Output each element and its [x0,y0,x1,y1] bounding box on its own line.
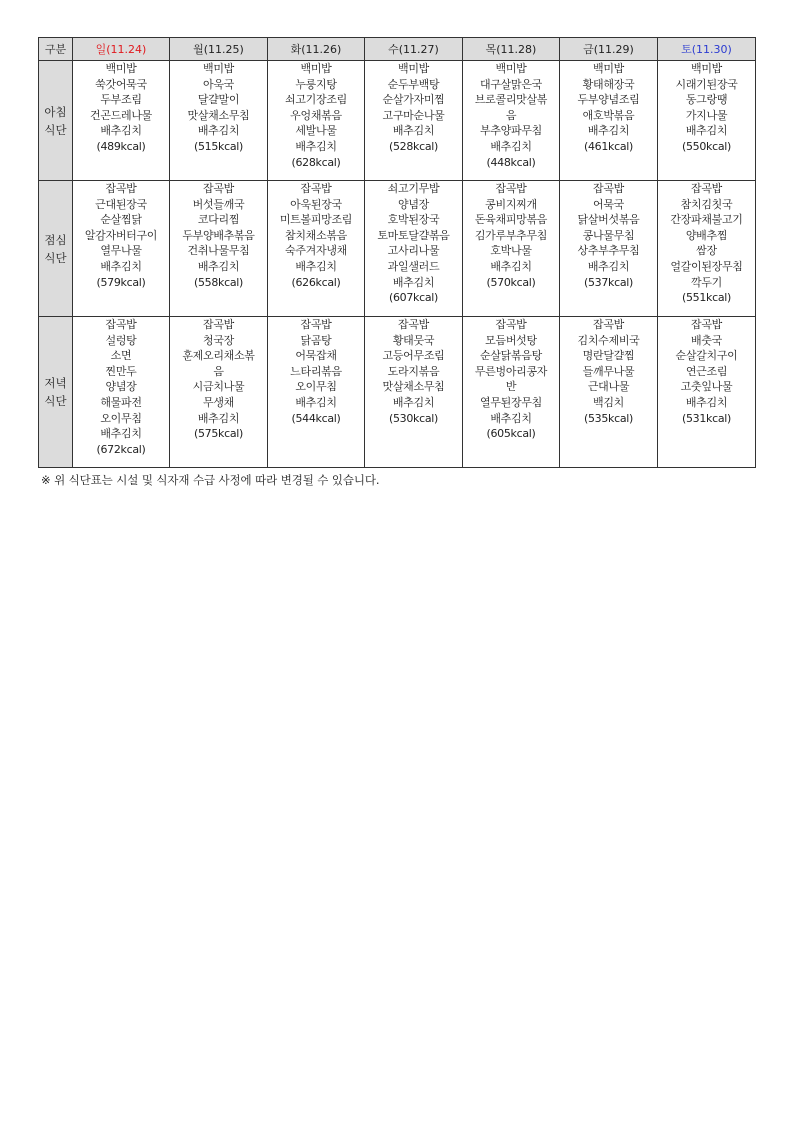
menu-item: 해물파전 [100,395,142,409]
calorie-text: (575kcal) [193,427,244,441]
menu-cell [658,61,756,181]
menu-item: 쇠고기무밥 [387,182,440,195]
calorie-text: (605kcal) [486,427,536,441]
menu-item: 황태해장국 [582,77,635,91]
menu-item: 열무나물 [100,244,142,258]
menu-body [39,61,756,468]
menu-item: 근대된장국 [95,197,147,211]
menu-item: 쇠고기장조림 [285,93,347,107]
menu-item: 김가루부추무침 [474,228,548,242]
menu-item: 명란달걀찜 [582,349,635,363]
menu-item: 부추양파무침 [480,124,542,138]
menu-item: 쑥갓어묵국 [95,77,147,91]
menu-item: 고등어무조림 [382,349,445,363]
meal-row-dinner [39,317,756,468]
meal-row-breakfast [39,61,756,181]
menu-item: 배추김치 [587,259,630,273]
menu-item: 순살갈치구이 [675,349,738,363]
menu-item: 콩비지찌개 [485,197,537,211]
menu-cell [268,317,365,468]
menu-cell [268,61,365,181]
menu-item: 백미밥 [691,62,722,75]
menu-item: 알감자버터구이 [84,228,158,242]
menu-item: 백미밥 [398,62,429,75]
menu-item: 배추김치 [490,139,532,153]
calorie-text: (550kcal) [681,139,732,153]
menu-item: 잡곡밥 [300,182,332,195]
menu-item: 맛살채소무침 [382,380,445,394]
weekly-menu-table [38,37,756,468]
menu-item: 잡곡밥 [398,318,429,331]
menu-item: 잡곡밥 [105,182,137,195]
menu-item: 토마토달걀볶음 [377,228,450,242]
meal-label-line: 식단 [44,122,67,137]
menu-item: 배추김치 [197,411,240,425]
calorie-text: (531kcal) [681,411,732,425]
menu-item: 순두부백탕 [387,77,440,91]
menu-item: 어묵잡채 [295,349,337,363]
menu-item: 깍두기 [691,275,722,289]
calorie-text: (570kcal) [486,275,536,289]
menu-item: 배추김치 [295,395,337,409]
day-header: 토(11.30) [658,38,756,61]
meal-label-line: 식단 [44,394,67,408]
menu-item: 순살찜닭 [100,213,142,227]
menu-item: 잡곡밥 [203,318,234,331]
calorie-text: (628kcal) [291,155,341,169]
menu-cell [73,181,170,317]
menu-item: 닭살버섯볶음 [577,213,640,227]
menu-item: 맛살채소무침 [187,108,250,122]
menu-item: 잡곡밥 [495,318,527,331]
menu-item: 배추김치 [100,427,142,441]
day-header: 일(11.24) [73,38,170,61]
menu-item: 잡곡밥 [203,182,234,195]
menu-cell [463,181,560,317]
menu-item: 브로콜리맛살볶 [474,93,548,107]
menu-item: 시금치나물 [192,380,245,394]
menu-item: 열무된장무침 [480,395,542,409]
menu-item: 고사리나물 [387,244,440,258]
menu-item: 배추김치 [295,259,337,273]
menu-item: 배추김치 [587,124,630,138]
menu-item: 배춧국 [691,333,722,347]
menu-cell [170,181,268,317]
day-header: 월(11.25) [170,38,268,61]
menu-item: 음 [505,108,517,122]
menu-item: 양념장 [398,197,429,211]
calorie-text: (461kcal) [583,139,634,153]
menu-item: 양배추찜 [685,228,728,242]
calorie-text: (489kcal) [96,139,146,153]
menu-item: 잡곡밥 [593,318,624,331]
menu-item: 아욱국 [203,77,234,91]
menu-item: 순살가자미찜 [382,93,445,107]
menu-item: 우엉채볶음 [290,108,342,122]
menu-item: 미트볼피망조림 [279,213,353,227]
menu-cell [170,61,268,181]
menu-item: 배추김치 [295,139,337,153]
menu-item: 배추김치 [392,395,435,409]
menu-item: 어묵국 [593,197,624,211]
menu-item: 백미밥 [593,62,624,75]
menu-item: 참치채소볶음 [285,228,347,242]
menu-item: 배추김치 [490,259,532,273]
menu-item: 배추김치 [685,124,728,138]
menu-cell [560,317,658,468]
menu-cell [268,181,365,317]
menu-item: 모듬버섯탕 [485,333,537,347]
menu-item: 설렁탕 [105,333,137,347]
menu-item: 아욱된장국 [290,197,342,211]
menu-item: 백미밥 [203,62,234,75]
menu-item: 황태뭇국 [392,333,435,347]
menu-item: 버섯들깨국 [192,197,245,211]
menu-item: 두부조림 [100,93,142,107]
menu-item: 코다리찜 [197,213,240,227]
menu-item: 호박나물 [490,244,532,258]
footnote: ※ 위 식단표는 시설 및 식자재 수급 사정에 따라 변경될 수 있습니다. [41,473,380,487]
calorie-text: (551kcal) [681,291,732,305]
menu-item: 순살닭볶음탕 [480,349,542,363]
menu-item: 백미밥 [495,62,527,75]
calorie-text: (626kcal) [291,275,341,289]
menu-item: 배추김치 [685,395,728,409]
calorie-text: (530kcal) [388,411,439,425]
menu-item: 느타리볶음 [290,364,342,378]
header-row [39,38,756,61]
menu-item: 얼갈이된장무침 [670,259,743,273]
menu-item: 달걀말이 [197,93,240,107]
menu-cell [170,317,268,468]
menu-cell [365,181,463,317]
meal-row-lunch [39,181,756,317]
menu-item: 반 [505,380,517,394]
menu-cell [463,61,560,181]
menu-cell [463,317,560,468]
menu-item: 훈제오리채소볶 [182,349,255,363]
calorie-text: (528kcal) [388,139,439,153]
menu-item: 들깨무나물 [582,364,635,378]
meal-label-line: 점심 [44,232,67,247]
menu-item: 상추부추무침 [577,244,640,258]
menu-item: 배추김치 [490,411,532,425]
menu-item: 과일샐러드 [387,259,440,273]
menu-item: 시래기된장국 [675,77,738,91]
menu-cell [560,61,658,181]
menu-item: 두부양념조림 [577,93,640,107]
menu-cell [73,317,170,468]
meal-label [39,317,73,468]
calorie-text: (544kcal) [291,411,341,425]
menu-item: 도라지볶음 [387,364,440,378]
menu-item: 배추김치 [197,124,240,138]
menu-item: 백미밥 [105,62,137,75]
menu-item: 백김치 [593,395,624,409]
menu-item: 건취나물무침 [187,244,250,258]
menu-cell [658,317,756,468]
menu-item: 동그랑땡 [685,93,728,107]
calorie-text: (672kcal) [96,442,146,456]
menu-item: 무생채 [203,395,234,409]
calorie-text: (558kcal) [193,275,244,289]
menu-item: 두부양배추볶음 [182,228,255,242]
menu-item: 청국장 [203,333,234,347]
menu-item: 연근조림 [685,364,728,378]
calorie-text: (515kcal) [193,139,244,153]
menu-item: 백미밥 [300,62,332,75]
menu-item: 오이무침 [100,411,142,425]
meal-label-line: 저녁 [44,376,67,390]
calorie-text: (607kcal) [388,291,439,305]
menu-item: 고춧잎나물 [680,380,733,394]
meal-label [39,181,73,317]
menu-cell [658,181,756,317]
meal-label [39,61,73,181]
menu-item: 김치수제비국 [577,333,640,347]
day-header: 화(11.26) [268,38,365,61]
menu-item: 무른벙아리콩자 [474,364,548,378]
menu-cell [73,61,170,181]
meal-label-line: 아침 [44,104,67,119]
menu-item: 배추김치 [197,259,240,273]
menu-item: 근대나물 [587,380,630,394]
menu-item: 누룽지탕 [295,77,337,91]
menu-item: 소면 [110,349,132,363]
menu-item: 잡곡밥 [691,318,722,331]
menu-item: 배추김치 [392,124,435,138]
menu-item: 배추김치 [100,259,142,273]
calorie-text: (448kcal) [486,155,536,169]
calorie-text: (579kcal) [96,275,146,289]
menu-item: 숙주겨자냉채 [285,244,347,258]
category-header: 구분 [39,38,73,61]
menu-item: 닭곰탕 [300,333,332,347]
menu-item: 잡곡밥 [495,182,527,195]
menu-item: 간장파채불고기 [670,213,743,227]
menu-item: 참치김칫국 [680,197,733,211]
day-header: 수(11.27) [365,38,463,61]
calorie-text: (535kcal) [583,411,634,425]
menu-item: 잡곡밥 [105,318,137,331]
menu-item: 가지나물 [685,108,728,122]
menu-item: 배추김치 [100,124,142,138]
menu-item: 양념장 [105,380,137,394]
menu-item: 오이무침 [295,380,337,394]
menu-item: 잡곡밥 [691,182,722,195]
menu-item: 배추김치 [392,275,435,289]
menu-cell [365,61,463,181]
menu-item: 호박된장국 [387,213,440,227]
menu-item: 쌈장 [696,244,717,258]
menu-item: 찐만두 [105,364,137,378]
calorie-text: (537kcal) [583,275,634,289]
menu-item: 콩나물무침 [582,228,635,242]
menu-cell [560,181,658,317]
menu-item: 건곤드레나물 [90,108,152,122]
menu-item: 돈육채피망볶음 [474,213,548,227]
menu-item: 잡곡밥 [300,318,332,331]
menu-item: 음 [213,364,224,378]
menu-item: 세발나물 [295,124,337,138]
meal-label-line: 식단 [44,250,67,265]
menu-item: 애호박볶음 [582,108,635,122]
menu-item: 대구살맑은국 [480,77,542,91]
day-header: 목(11.28) [463,38,560,61]
menu-cell [365,317,463,468]
menu-item: 고구마순나물 [382,108,445,122]
menu-item: 잡곡밥 [593,182,624,195]
day-header: 금(11.29) [560,38,658,61]
